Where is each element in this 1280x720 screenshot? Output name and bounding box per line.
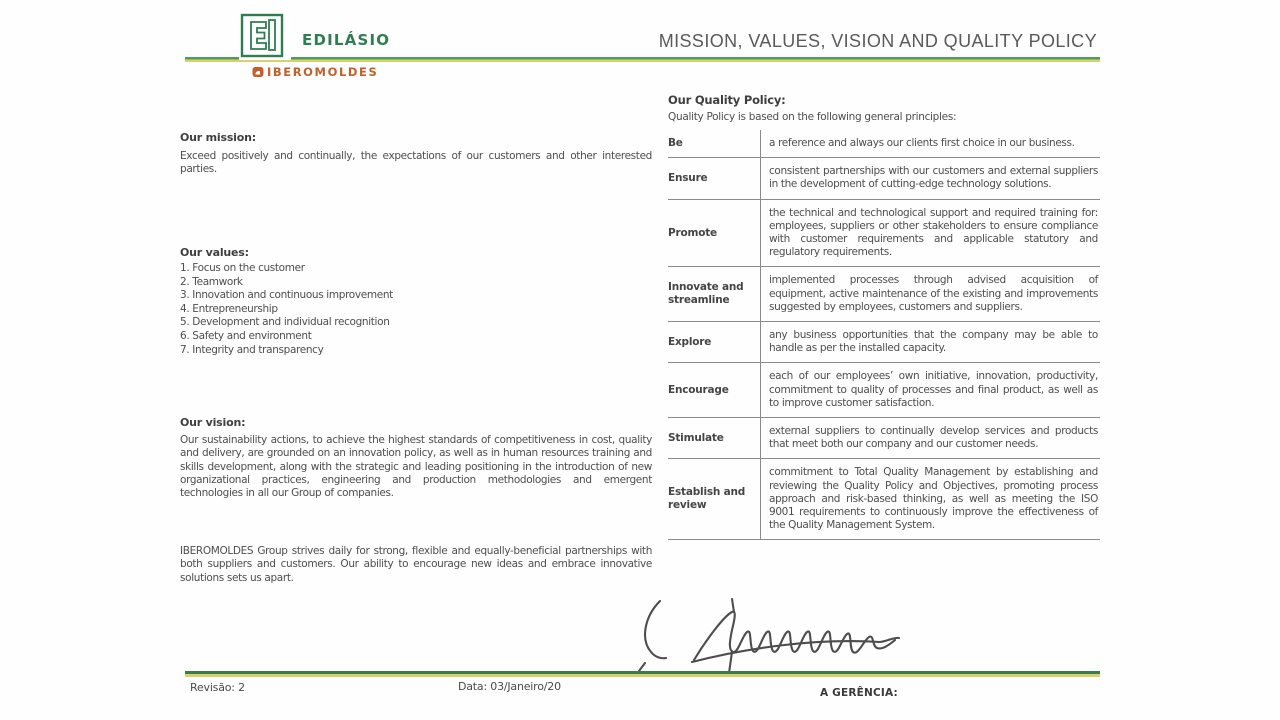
iberomoldes-brand — [252, 65, 378, 79]
date-label: Data: 03/Janeiro/20 — [458, 680, 561, 693]
mission-heading: Our mission: — [180, 131, 256, 144]
header-divider — [185, 57, 1100, 62]
value-item: 1. Focus on the customer — [180, 262, 305, 274]
policy-row-label: Explore — [668, 335, 712, 348]
policy-row-innovate — [668, 267, 1100, 322]
policy-row-text: each of our employees’ own initiative, innovation, productivity, commitment to quality of processes and final product, as well as to improve customer satisfaction. — [760, 363, 1100, 417]
policy-row-be — [668, 130, 1100, 158]
value-item: 5. Development and individual recognition — [180, 316, 390, 329]
policy-row-label: Innovate and streamline — [668, 281, 744, 307]
policy-row-text: consistent partnerships with our customers and external suppliers in the development of cutting-edge technology solutions. — [760, 158, 1100, 198]
policy-row-explore — [668, 322, 1100, 363]
values-list — [180, 262, 652, 357]
policy-row-text: a reference and always our clients first choice in our business. — [760, 130, 1100, 157]
vision-heading: Our vision: — [180, 416, 246, 429]
revision-label: Revisão: 2 — [190, 681, 245, 694]
value-item: 3. Innovation and continuous improvement — [180, 289, 393, 302]
vision-paragraph-2: IBEROMOLDES Group strives daily for strong, flexible and equally-beneficial partnerships with both suppliers and customers. Our ability to encourage new ideas and embrace innovative solutions sets us apart. — [180, 545, 652, 584]
value-item: 2. Teamwork — [180, 275, 243, 288]
policy-row-promote — [668, 200, 1100, 268]
policy-row-label: Stimulate — [668, 431, 724, 444]
values-heading: Our values: — [180, 246, 249, 259]
edilasio-wordmark: EDILÁSIO — [302, 31, 391, 49]
policy-row-text: commitment to Total Quality Management by establishing and reviewing the Quality Policy and Objectives, promoting process approach and risk-based thinking, as well as meeting the ISO 9001 requirements to continuously improve the effectiveness of the Quality Management System. — [760, 459, 1100, 539]
page-title: MISSION, VALUES, VISION AND QUALITY POLICY — [658, 31, 1097, 51]
edilasio-logo-icon — [239, 12, 291, 60]
policy-row-text: the technical and technological support and required training for: employees, suppliers or other stakeholders to ensure compliance with customer requirements and applicable statutory and regulatory requirements. — [760, 200, 1100, 267]
iberomoldes-icon — [252, 66, 264, 78]
quality-policy-subtitle: Quality Policy is based on the following general principles: — [668, 111, 957, 123]
policy-row-text: implemented processes through advised acquisition of equipment, active maintenance of the existing and improvements suggested by employees, customers and suppliers. — [760, 267, 1100, 321]
value-item: 7. Integrity and transparency — [180, 343, 324, 356]
policy-row-label: Establish and review — [668, 486, 746, 512]
policy-row-label: Promote — [668, 226, 717, 239]
policy-row-label: Ensure — [668, 171, 708, 184]
policy-row-label: Encourage — [668, 383, 729, 396]
signature — [636, 596, 921, 678]
footer-divider — [185, 671, 1100, 677]
policy-row-encourage — [668, 363, 1100, 418]
policy-row-label: Be — [668, 137, 683, 150]
policy-row-text: any business opportunities that the company may be able to handle as per the installed capacity. — [760, 322, 1100, 362]
policy-row-ensure — [668, 158, 1100, 199]
iberomoldes-wordmark: IBEROMOLDES — [267, 65, 379, 79]
quality-policy-table — [668, 130, 1100, 540]
policy-row-text: external suppliers to continually develop services and products that meet both our company and our customer needs. — [760, 418, 1100, 458]
value-item: 4. Entrepreneurship — [180, 302, 278, 315]
policy-row-stimulate — [668, 418, 1100, 459]
policy-row-establish — [668, 459, 1100, 540]
edilasio-logo — [239, 12, 291, 60]
vision-paragraph-1: Our sustainability actions, to achieve the highest standards of competitiveness in cost, quality and delivery, are grounded on an innovation policy, as well as in human resources training and skills development, along with the strategic and leading positioning in the introduction of new organizational practices, engineering and production methodologies and emergent technologies in all our Group of companies. — [180, 434, 652, 500]
value-item: 6. Safety and environment — [180, 329, 312, 342]
quality-policy-heading: Our Quality Policy: — [668, 93, 786, 107]
mission-text: Exceed positively and continually, the expectations of our customers and other interested parties. — [180, 150, 652, 176]
management-label: A GERÊNCIA: — [820, 687, 898, 699]
